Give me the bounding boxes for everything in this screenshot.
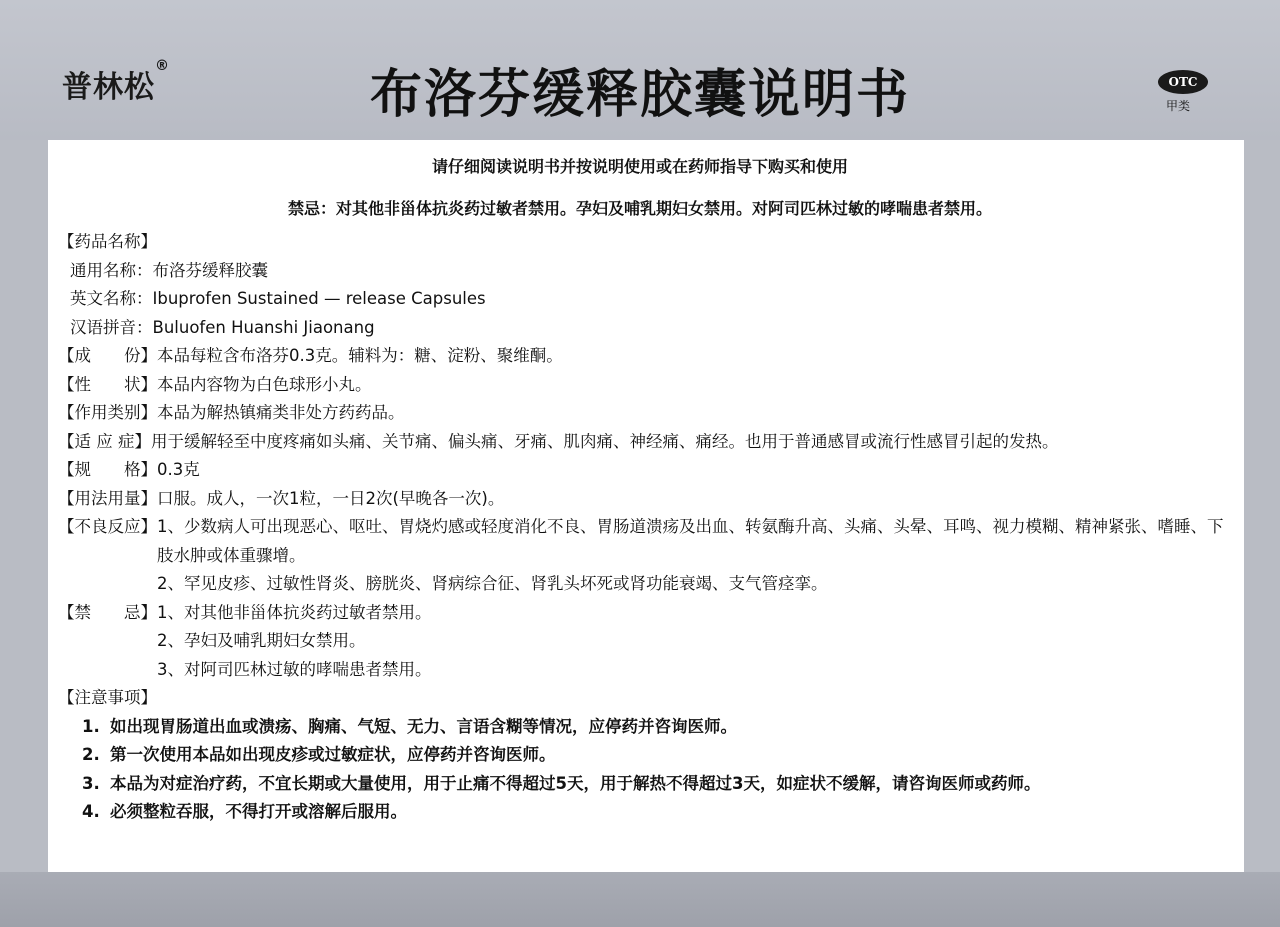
field-label: 【不良反应】 — [58, 517, 157, 536]
field-value: 用于缓解轻至中度疼痛如头痛、关节痛、偏头痛、牙痛、肌肉痛、神经痛、痛经。也用于普通感冒或流行性感冒引起的发热。 — [151, 431, 1059, 451]
item-number: 4. — [82, 802, 100, 821]
pinyin-value: Buluofen Huanshi Jiaonang — [152, 317, 375, 337]
field-specification — [58, 456, 1238, 485]
list-item: 2、罕见皮疹、过敏性肾炎、膀胱炎、肾病综合征、肾乳头坏死或肾功能衰竭、支气管痉挛。 — [157, 574, 828, 593]
item-text: 如出现胃肠道出血或溃疡、胸痛、气短、无力、言语含糊等情况，应停药并咨询医师。 — [110, 716, 737, 736]
list-item — [58, 741, 1238, 770]
field-value: 口服。成人，一次1粒，一日2次(早晚各一次)。 — [157, 488, 505, 508]
english-name-label: 英文名称： — [70, 289, 153, 308]
field-label: 【成 份】 — [58, 346, 157, 365]
field-dosage — [58, 485, 1238, 514]
field-adverse-reactions — [58, 513, 1238, 599]
brand-name: 普林松 — [62, 70, 155, 105]
precautions-heading: 【注意事项】 — [58, 688, 157, 707]
field-contraindications — [58, 599, 1238, 685]
field-label: 【作用类别】 — [58, 403, 157, 422]
brand-logo — [62, 58, 170, 106]
field-category — [58, 399, 1238, 428]
pinyin-row — [58, 314, 1238, 343]
field-label: 【禁 忌】 — [58, 602, 157, 622]
item-text: 本品为对症治疗药，不宜长期或大量使用，用于止痛不得超过5天，用于解热不得超过3天，如症状不缓解，请咨询医师或药师。 — [110, 773, 1041, 793]
field-value: 本品为解热镇痛类非处方药药品。 — [157, 403, 405, 422]
common-name-row — [58, 257, 1238, 286]
common-name-value: 布洛芬缓释胶囊 — [152, 260, 268, 280]
common-name-label: 通用名称： — [70, 260, 153, 280]
field-label: 【规 格】 — [58, 460, 157, 479]
contraindication-list — [157, 599, 1238, 685]
item-text: 第一次使用本品如出现皮疹或过敏症状，应停药并咨询医师。 — [110, 745, 556, 764]
field-value: 0.3克 — [157, 460, 200, 479]
field-value: 本品内容物为白色球形小丸。 — [157, 374, 372, 394]
field-label: 【适 应 症】 — [58, 431, 151, 451]
english-name-value: Ibuprofen Sustained — release Capsules — [152, 289, 486, 308]
adverse-list — [157, 513, 1238, 599]
item-number: 2. — [82, 745, 100, 764]
english-name-row — [58, 285, 1238, 314]
otc-category: 甲类 — [1166, 99, 1191, 113]
footer-band — [0, 872, 1280, 927]
list-item: 2、孕妇及哺乳期妇女禁用。 — [157, 631, 366, 650]
list-item — [58, 770, 1238, 799]
field-label: 【用法用量】 — [58, 488, 157, 508]
read-notice: 请仔细阅读说明书并按说明使用或在药师指导下购买和使用 — [431, 157, 848, 176]
item-number: 1. — [82, 716, 100, 736]
pinyin-label: 汉语拼音： — [70, 317, 153, 337]
item-text: 必须整粒吞服，不得打开或溶解后服用。 — [110, 802, 407, 821]
field-value: 本品每粒含布洛芬0.3克。辅料为：糖、淀粉、聚维酮。 — [157, 346, 563, 365]
item-number: 3. — [82, 773, 100, 793]
list-item: 1、少数病人可出现恶心、呕吐、胃烧灼感或轻度消化不良、胃肠道溃疡及出血、转氨酶升高、头痛、头晕、耳鸣、视力模糊、精神紧张、嗜睡、下肢水肿或体重骤增。 — [157, 517, 1224, 565]
leaflet-body — [58, 228, 1238, 827]
field-indications — [58, 428, 1238, 457]
page-title: 布洛芬缓释胶囊说明书 — [369, 65, 910, 125]
contraindication-notice: 禁忌：对其他非甾体抗炎药过敏者禁用。孕妇及哺乳期妇女禁用。对阿司匹林过敏的哮喘患者禁用。 — [287, 199, 992, 218]
field-label: 【性 状】 — [58, 374, 157, 394]
list-item: 1、对其他非甾体抗炎药过敏者禁用。 — [157, 602, 432, 622]
drug-name-heading: 【药品名称】 — [58, 232, 157, 251]
registered-mark: ® — [155, 58, 170, 74]
otc-badge: OTC — [1158, 70, 1208, 94]
field-appearance — [58, 371, 1238, 400]
list-item: 3、对阿司匹林过敏的哮喘患者禁用。 — [157, 659, 432, 679]
list-item — [58, 713, 1238, 742]
list-item — [58, 798, 1238, 827]
field-ingredients — [58, 342, 1238, 371]
